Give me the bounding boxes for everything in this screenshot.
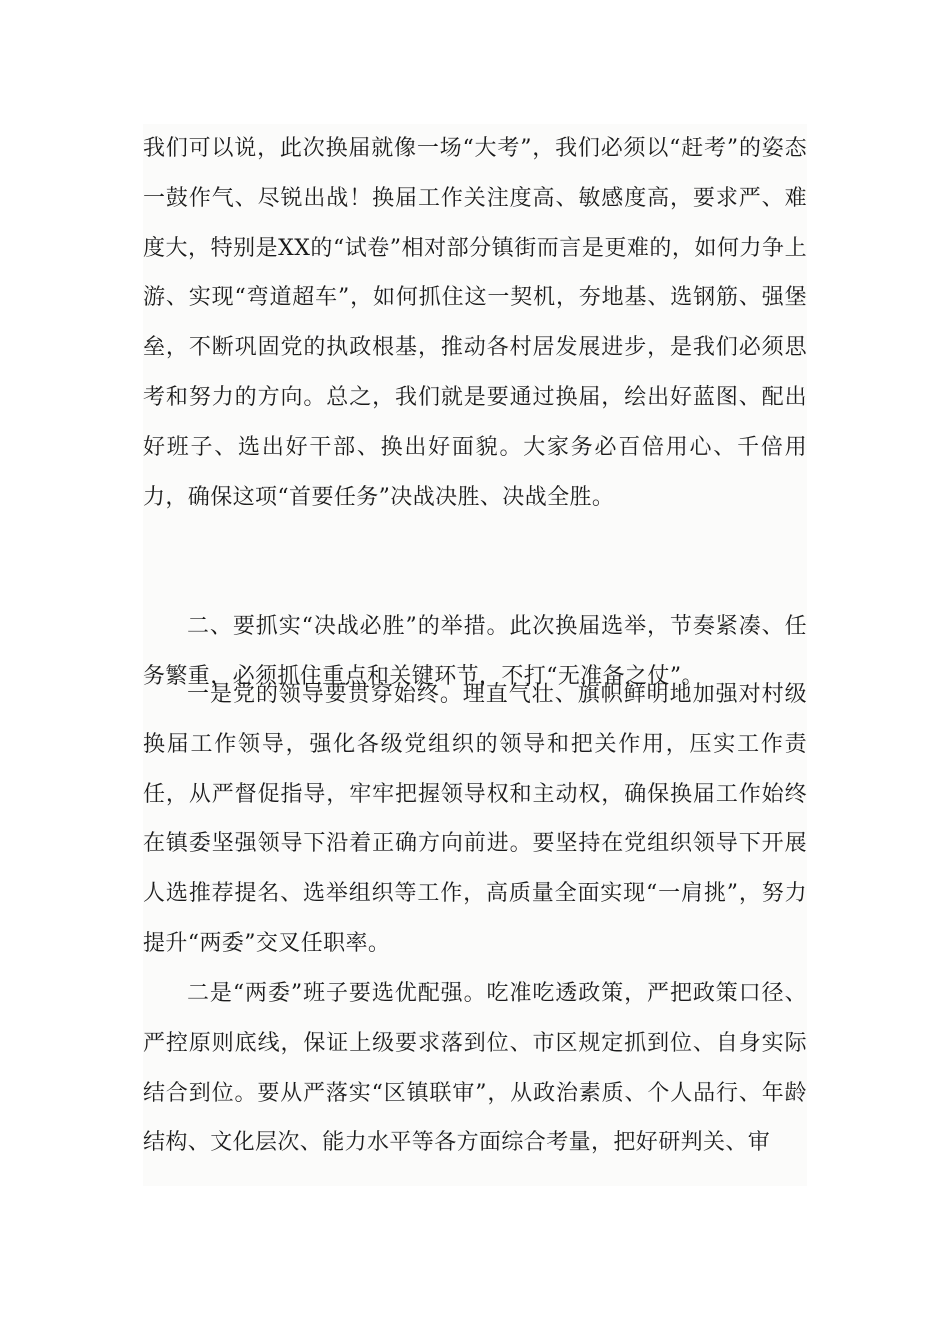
paragraph-4: 二是“两委”班子要选优配强。吃准吃透政策，严把政策口径、严控原则底线，保证上级要求落到位、市区规定抓到位、自身实际结合到位。要从严落实“区镇联审”，从政治素质、个人品行、年龄结构、文化层次、能力水平等各方面综合考量，把好研判关、审 [143, 981, 807, 1156]
paragraph-1: 我们可以说，此次换届就像一场“大考”，我们必须以“赶考”的姿态一鼓作气、尽锐出战！换届工作关注度高、敏感度高，要求严、难度大，特别是XX的“试卷”相对部分镇街而言是更难的，如何力争上游、实现“弯道超车”，如何抓住这一契机，夯地基、选钢筋、强堡垒，不断巩固党的执政根基，推动各村居发展进步，是我们必须思考和努力的方向。总之，我们就是要通过换届，绘出好蓝图、配出好班子、选出好干部、换出好面貌。大家务必百倍用心、千倍用力，确保这项“首要任务”决战决胜、决战全胜。 [143, 136, 807, 510]
document-body [143, 124, 807, 1186]
paragraph-2-section-heading: 二、要抓实“决战必胜”的举措。此次换届选举，节奏紧凑、任务繁重，必须抓住重点和关键环节，不打“无准备之仗”。 [143, 614, 807, 689]
paragraph-3: 一是党的领导要贯穿始终。理直气壮、旗帜鲜明地加强对村级换届工作领导，强化各级党组织的领导和把关作用，压实工作责任，从严督促指导，牢牢把握领导权和主动权，确保换届工作始终在镇委坚强领导下沿着正确方向前进。要坚持在党组织领导下开展人选推荐提名、选举组织等工作，高质量全面实现“一肩挑”，努力提升“两委”交叉任职率。 [143, 682, 807, 956]
